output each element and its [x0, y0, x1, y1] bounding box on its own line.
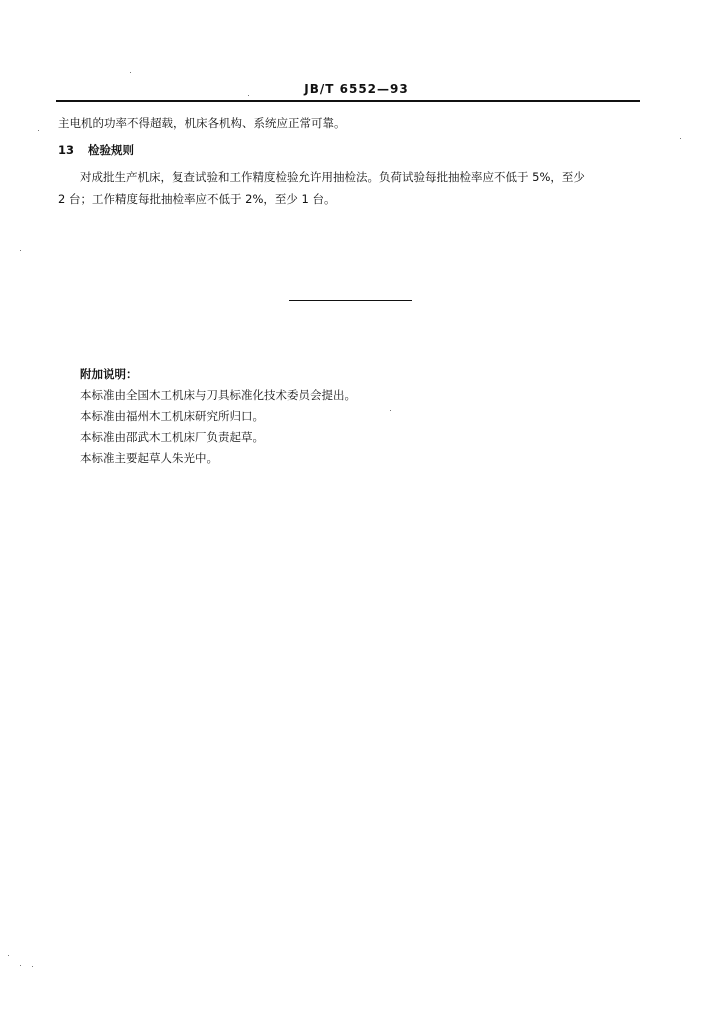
- scan-speck: [130, 72, 131, 73]
- inspection-rule-line-1: 对成批生产机床，复查试验和工作精度检验允许用抽检法。负荷试验每批抽检率应不低于 5%，至少: [80, 170, 585, 184]
- additional-notes: [80, 364, 356, 469]
- section-number: 13: [58, 143, 75, 157]
- scan-speck: [8, 955, 9, 956]
- section-heading: [58, 139, 134, 161]
- notes-title: 附加说明：: [80, 367, 138, 381]
- end-of-text-rule: [289, 300, 412, 301]
- note-line-administrator: 本标准由福州木工机床研究所归口。: [80, 409, 264, 423]
- note-line-proposer: 本标准由全国木工机床与刀具标准化技术委员会提出。: [80, 388, 356, 402]
- scan-speck: [680, 138, 681, 139]
- note-line-drafting-unit: 本标准由邵武木工机床厂负责起草。: [80, 430, 264, 444]
- inspection-rule-line-2: 2 台；工作精度每批抽检率应不低于 2%，至少 1 台。: [58, 192, 336, 206]
- standard-code-header: JB/T 6552—93: [304, 82, 409, 96]
- continued-paragraph: 主电机的功率不得超载，机床各机构、系统应正常可靠。: [58, 116, 346, 130]
- scan-speck: [20, 965, 21, 966]
- scan-speck: [390, 410, 391, 411]
- scan-speck: [20, 250, 21, 251]
- scan-speck: [248, 95, 249, 96]
- note-line-drafter: 本标准主要起草人朱光中。: [80, 451, 218, 465]
- section-title: 检验规则: [88, 143, 135, 157]
- scan-speck: [38, 130, 39, 131]
- scan-speck: [32, 966, 33, 967]
- header-divider: [56, 100, 640, 102]
